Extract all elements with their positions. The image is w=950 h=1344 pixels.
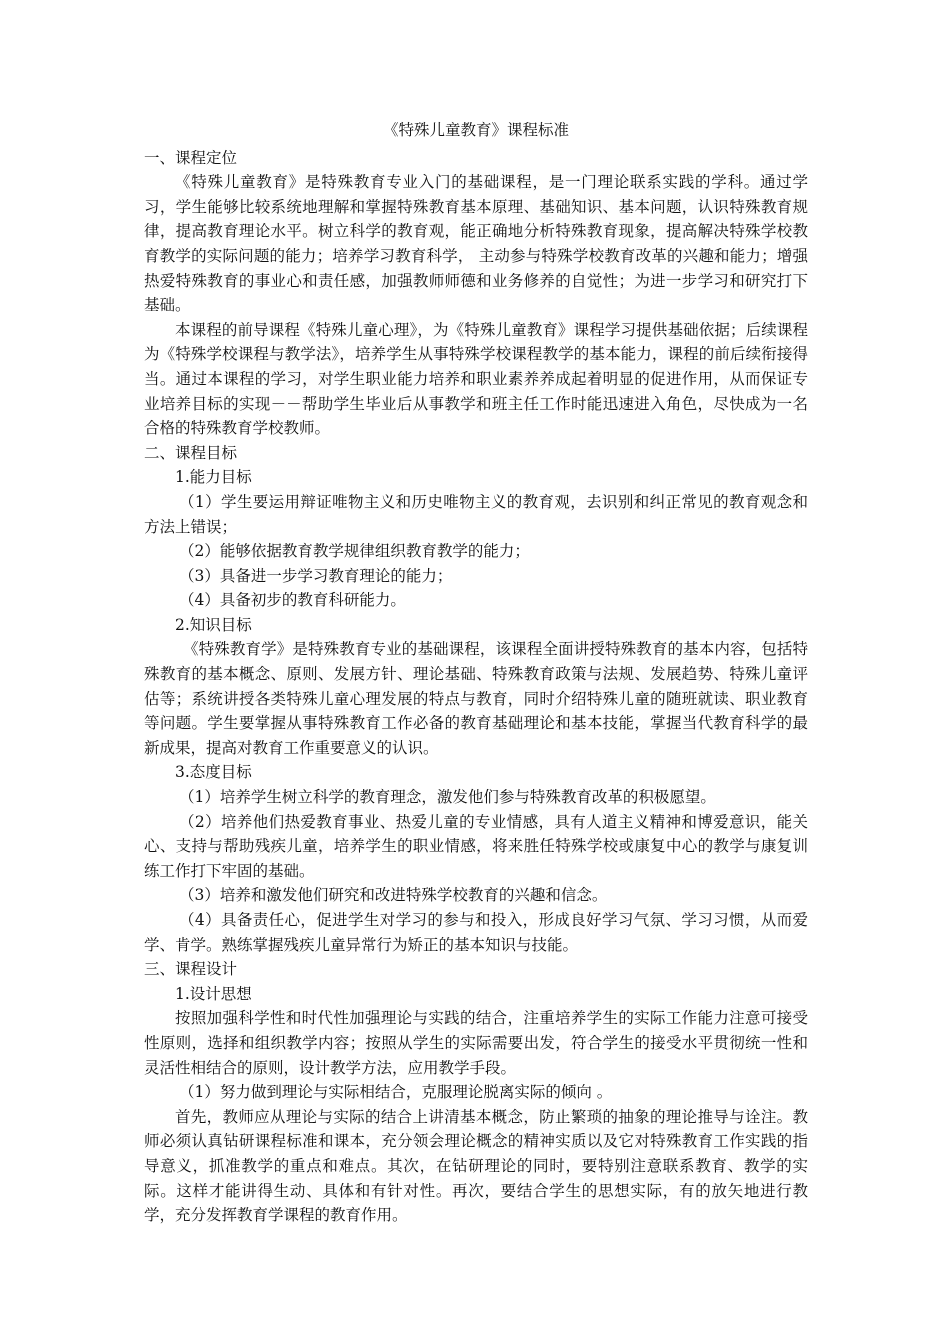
document-page [144,118,808,1228]
list-item: （3）培养和激发他们研究和改进特殊学校教育的兴趣和信念。 [179,886,608,905]
section-heading-positioning: 一、课程定位 [144,148,238,167]
list-item: （2）能够依据教育教学规律组织教育教学的能力； [179,542,530,561]
subheading-knowledge-objectives: 2.知识目标 [175,615,252,634]
section-heading-objectives: 二、课程目标 [144,443,238,462]
list-item: （3）具备进一步学习教育理论的能力； [179,566,453,585]
paragraph: 《特殊教育学》是特殊教育专业的基础课程，该课程全面讲授特殊教育的基本内容，包括特殊教育的基本概念、原则、发展方针、理论基础、特殊教育政策与法规、发展趋势、特殊儿童评估等；系统讲授各类特殊儿童心理发展的特点与教育，同时介绍特殊儿童的随班就读、职业教育等问题。学生要掌握从事特殊教育工作必备的教育基础理论和基本技能，掌握当代教育科学的最新成果，提高对教育工作重要意义的认识。 [144,640,808,757]
paragraph: 《特殊儿童教育》是特殊教育专业入门的基础课程，是一门理论联系实践的学科。通过学习，学生能够比较系统地理解和掌握特殊教育基本原理、基础知识、基本问题，认识特殊教育规律，提高教育理论水平。树立科学的教育观，能正确地分析特殊教育现象，提高解决特殊学校教育教学的实际问题的能力；培养学习教育科学， 主动参与特殊学校教育改革的兴趣和能力；增强热爱特殊教育的事业心和责任感，加强教师师德和业务修养的自觉性；为进一步学习和研究打下基础。 [144,173,808,315]
paragraph: 按照加强科学性和时代性加强理论与实践的结合，注重培养学生的实际工作能力注意可接受性原则，选择和组织教学内容；按照从学生的实际需要出发，符合学生的接受水平贯彻统一性和灵活性相结合的原则，设计教学方法，应用教学手段。 [144,1009,808,1077]
section-heading-design: 三、课程设计 [144,960,238,979]
subheading-attitude-objectives: 3.态度目标 [175,763,252,782]
list-item: （1）培养学生树立科学的教育理念，激发他们参与特殊教育改革的积极愿望。 [179,788,716,807]
subheading-ability-objectives: 1.能力目标 [175,468,252,487]
list-item: （2）培养他们热爱教育事业、热爱儿童的专业情感，具有人道主义精神和博爱意识，能关心、支持与帮助残疾儿童，培养学生的职业情感，将来胜任特殊学校或康复中心的教学与康复训练工作打下牢固的基础。 [144,812,808,880]
list-item: （1）努力做到理论与实际相结合，克服理论脱离实际的倾向 。 [179,1083,613,1102]
list-item: （1）学生要运用辩证唯物主义和历史唯物主义的教育观，去识别和纠正常见的教育观念和方法上错误； [144,492,808,536]
subheading-design-idea: 1.设计思想 [175,984,252,1003]
paragraph: 本课程的前导课程《特殊儿童心理》，为《特殊儿童教育》课程学习提供基础依据；后续课程为《特殊学校课程与教学法》，培养学生从事特殊学校课程教学的基本能力，课程的前后续衔接得当。通过本课程的学习，对学生职业能力培养和职业素养养成起着明显的促进作用，从而保证专业培养目标的实现－－帮助学生毕业后从事教学和班主任工作时能迅速进入角色，尽快成为一名合格的特殊教育学校教师。 [144,320,808,438]
document-title: 《特殊儿童教育》课程标准 [382,121,569,139]
paragraph: 首先，教师应从理论与实际的结合上讲清基本概念，防止繁琐的抽象的理论推导与诠注。教师必须认真钻研课程标准和课本，充分领会理论概念的精神实质以及它对特殊教育工作实践的指导意义，抓准教学的重点和难点。其次，在钻研理论的同时，要特别注意联系教育、教学的实际。这样才能讲得生动、具体和有针对性。再次，要结合学生的思想实际，有的放矢地进行教学，充分发挥教育学课程的教育作用。 [144,1107,808,1225]
list-item: （4）具备责任心，促进学生对学习的参与和投入，形成良好学习气氛、学习习惯，从而爱学、肯学。熟练掌握残疾儿童异常行为矫正的基本知识与技能。 [144,911,808,954]
list-item: （4）具备初步的教育科研能力。 [179,591,406,610]
